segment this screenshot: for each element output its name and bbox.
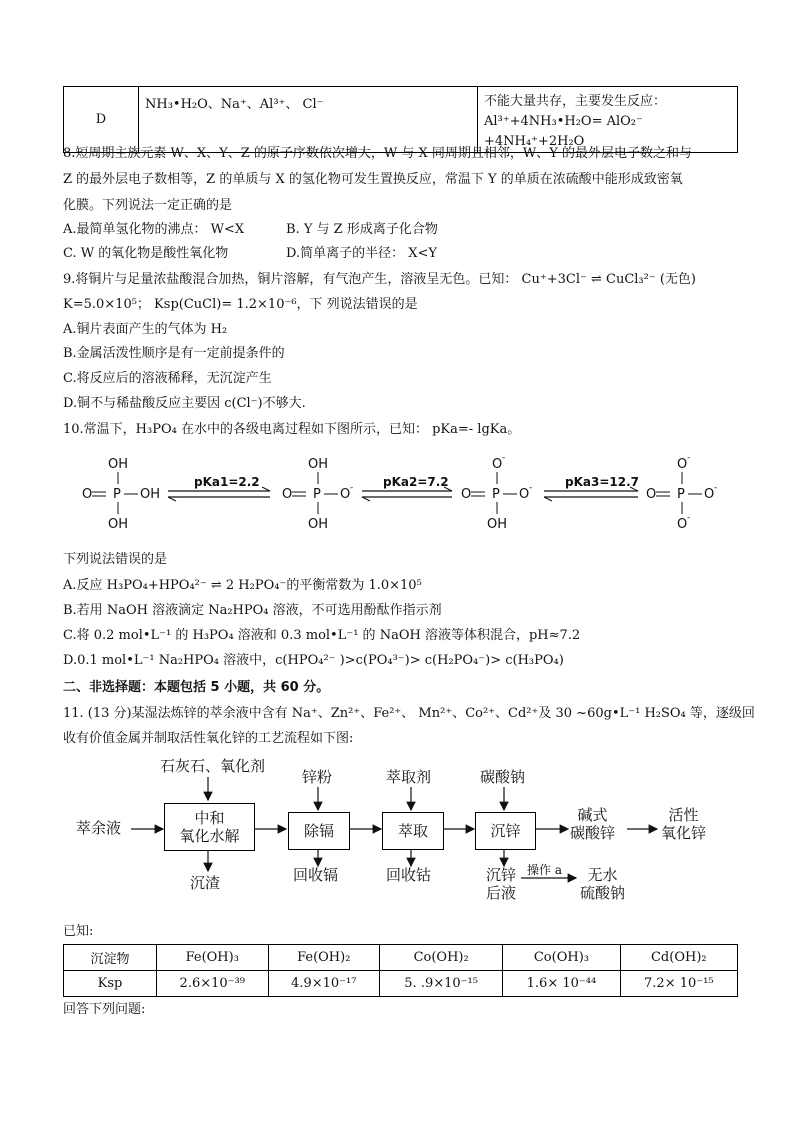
q10-option-a: A.反应 H₃PO₄+HPO₄²⁻ ⇌ 2 H₂PO₄⁻的平衡常数为 1.0×10⁵ <box>63 578 422 593</box>
svg-text:P: P <box>313 487 321 502</box>
filtrate-line-2: 后液 <box>486 884 517 902</box>
q11-line1: 11. (13 分)某湿法炼锌的萃余液中含有 Na⁺、Zn²⁺、Fe²⁺、 Mn²⁺、Co²⁺、Cd²⁺及 30 ~60g•L⁻¹ H₂SO₄ 等，逐级回 <box>63 706 755 721</box>
flow-reagent-4: 碳酸钠 <box>480 768 526 786</box>
ksp-header-0: 沉淀物 <box>64 945 157 971</box>
svg-text:-: - <box>529 483 533 493</box>
svg-text:O: O <box>704 487 715 502</box>
svg-text:-: - <box>502 453 506 463</box>
flow-output-cadmium: 回收镉 <box>293 866 339 884</box>
ksp-value-cd: 7.2× 10⁻¹⁵ <box>620 971 737 997</box>
svg-text:O: O <box>519 487 530 502</box>
ksp-table <box>63 944 738 997</box>
zno-line-1: 活性 <box>668 806 699 824</box>
product-line-1: 碱式 <box>577 806 608 824</box>
ksp-header-2: Fe(OH)₂ <box>268 945 380 971</box>
svg-text:O: O <box>340 487 351 502</box>
flow-reagent-3: 萃取剂 <box>386 768 432 786</box>
ksp-header-4: Co(OH)₃ <box>503 945 620 971</box>
pka2-label: pKa2=7.2 <box>383 475 449 489</box>
svg-text:OH: OH <box>308 517 329 532</box>
sulfate-line-2: 硫酸钠 <box>580 884 626 902</box>
q10-option-b: B.若用 NaOH 溶液滴定 Na₂HPO₄ 溶液，不可选用酚酞作指示剂 <box>63 603 442 618</box>
flow-operation-a: 操作 a <box>527 863 562 877</box>
step-neutralize-oxidize <box>164 803 255 851</box>
svg-text:O: O <box>461 487 472 502</box>
q8-line3: 化膜。下列说法一定正确的是 <box>63 198 233 213</box>
svg-text:P: P <box>677 487 685 502</box>
svg-text:OH: OH <box>108 517 129 532</box>
ksp-header-3: Co(OH)₂ <box>380 945 503 971</box>
sulfate-line-1: 无水 <box>587 866 618 884</box>
ksp-header-5: Cd(OH)₂ <box>620 945 737 971</box>
filtrate-line-1: 沉锌 <box>486 866 517 884</box>
ksp-value-fe3: 2.6×10⁻³⁹ <box>157 971 269 997</box>
q9-option-d: D.铜不与稀盐酸反应主要因 c(Cl⁻)不够大. <box>63 396 306 411</box>
q8-line1: 8.短周期主族元素 W、X、Y、Z 的原子序数依次增大，W 与 X 同周期且相邻，W、Y 的最外层电子数之和与 <box>63 146 692 161</box>
svg-text:O: O <box>677 457 688 472</box>
ksp-value-co3: 1.6× 10⁻⁴⁴ <box>503 971 620 997</box>
result-equation: Al³⁺+4NH₃•H₂O= AlO₂⁻ +4NH₄⁺+2H₂O <box>484 114 643 149</box>
flow-product-sodium-sulfate <box>580 866 625 902</box>
svg-text:-: - <box>714 483 718 493</box>
flow-product-active-zno <box>661 806 706 842</box>
q9-option-b: B.金属活泼性顺序是有一定前提条件的 <box>63 346 285 361</box>
svg-text:O: O <box>677 517 688 532</box>
result-text: 不能大量共存，主要发生反应： <box>484 94 667 109</box>
zno-line-2: 氧化锌 <box>661 824 707 842</box>
q8-line2: Z 的最外层电子数相等，Z 的单质与 X 的氢化物可发生置换反应，常温下 Y 的单质在浓硫酸中能形成致密氧 <box>63 172 683 187</box>
step-oxidize-label: 氧化水解 <box>179 827 240 845</box>
q8-option-d: D.简单离子的半径： X<Y <box>286 246 437 261</box>
ksp-value-fe2: 4.9×10⁻¹⁷ <box>268 971 380 997</box>
q9-line1: 9.将铜片与足量浓盐酸混合加热，铜片溶解，有气泡产生，溶液呈无色。已知： Cu⁺+3Cl⁻ ⇌ CuCl₃²⁻ (无色) <box>63 272 696 287</box>
row-label: D <box>64 87 139 153</box>
flow-reagent-2: 锌粉 <box>302 768 333 786</box>
pka3-label: pKa3=12.7 <box>565 475 639 489</box>
flow-output-filtrate <box>486 866 516 902</box>
svg-text:O: O <box>646 487 657 502</box>
flow-product-basic-zinc-carbonate <box>570 806 615 842</box>
step-precipitate-zinc: 沉锌 <box>475 812 536 850</box>
q8-option-a: A.最简单氢化物的沸点： W<X <box>63 222 245 237</box>
svg-text:-: - <box>350 483 354 493</box>
svg-text:OH: OH <box>108 457 129 472</box>
svg-text:P: P <box>492 487 500 502</box>
flow-output-residue: 沉渣 <box>190 874 221 892</box>
q10-line1: 10.常温下，H₃PO₄ 在水中的各级电离过程如下图所示，已知： pKa=- lgKa。 <box>63 422 521 437</box>
ksp-value-co2: 5. .9×10⁻¹⁵ <box>380 971 503 997</box>
step-remove-cadmium: 除镉 <box>288 812 350 850</box>
q9-option-c: C.将反应后的溶液稀释，无沉淀产生 <box>63 371 272 386</box>
flow-output-cobalt: 回收钴 <box>386 866 432 884</box>
svg-text:O: O <box>492 457 503 472</box>
q9-option-a: A.铜片表面产生的气体为 H₂ <box>63 322 228 337</box>
step-neutralize-label: 中和 <box>194 809 225 827</box>
q10-option-c: C.将 0.2 mol•L⁻¹ 的 H₃PO₄ 溶液和 0.3 mol•L⁻¹ 的 NaOH 溶液等体积混合，pH≈7.2 <box>63 628 581 643</box>
q10-ask: 下列说法错误的是 <box>63 552 168 567</box>
svg-text:O: O <box>82 487 93 502</box>
ion-list: NH₃•H₂O、Na⁺、Al³⁺、 Cl⁻ <box>139 87 478 153</box>
ksp-row-label: Ksp <box>64 971 157 997</box>
flow-reagent-1: 石灰石、氧化剂 <box>160 757 266 775</box>
step-extraction: 萃取 <box>382 812 444 850</box>
known-label: 已知: <box>63 924 94 939</box>
svg-text:OH: OH <box>308 457 329 472</box>
pka1-label: pKa1=2.2 <box>194 475 260 489</box>
q9-line2: K=5.0×10⁵； Ksp(CuCl)= 1.2×10⁻⁶，下 列说法错误的是 <box>63 297 418 312</box>
ksp-header-1: Fe(OH)₃ <box>157 945 269 971</box>
section-heading: 二、非选择题：本题包括 5 小题，共 60 分。 <box>63 680 330 695</box>
svg-text:O: O <box>282 487 293 502</box>
answer-prompt: 回答下列问题: <box>63 1002 146 1017</box>
svg-text:OH: OH <box>487 517 508 532</box>
svg-text:OH: OH <box>140 487 161 502</box>
q10-option-d: D.0.1 mol•L⁻¹ Na₂HPO₄ 溶液中，c(HPO₄²⁻ )>c(PO₄³⁻)> c(H₂PO₄⁻)> c(H₃PO₄) <box>63 653 564 668</box>
flow-input: 萃余液 <box>76 819 122 837</box>
q11-line2: 收有价值金属并制取活性氧化锌的工艺流程如下图: <box>63 731 354 746</box>
svg-text:P: P <box>113 487 121 502</box>
svg-text:-: - <box>687 453 691 463</box>
q8-option-c: C. W 的氧化物是酸性氧化物 <box>63 246 229 261</box>
q8-option-b: B. Y 与 Z 形成离子化合物 <box>286 222 438 237</box>
product-line-2: 碳酸锌 <box>570 824 616 842</box>
svg-text:-: - <box>687 513 691 523</box>
